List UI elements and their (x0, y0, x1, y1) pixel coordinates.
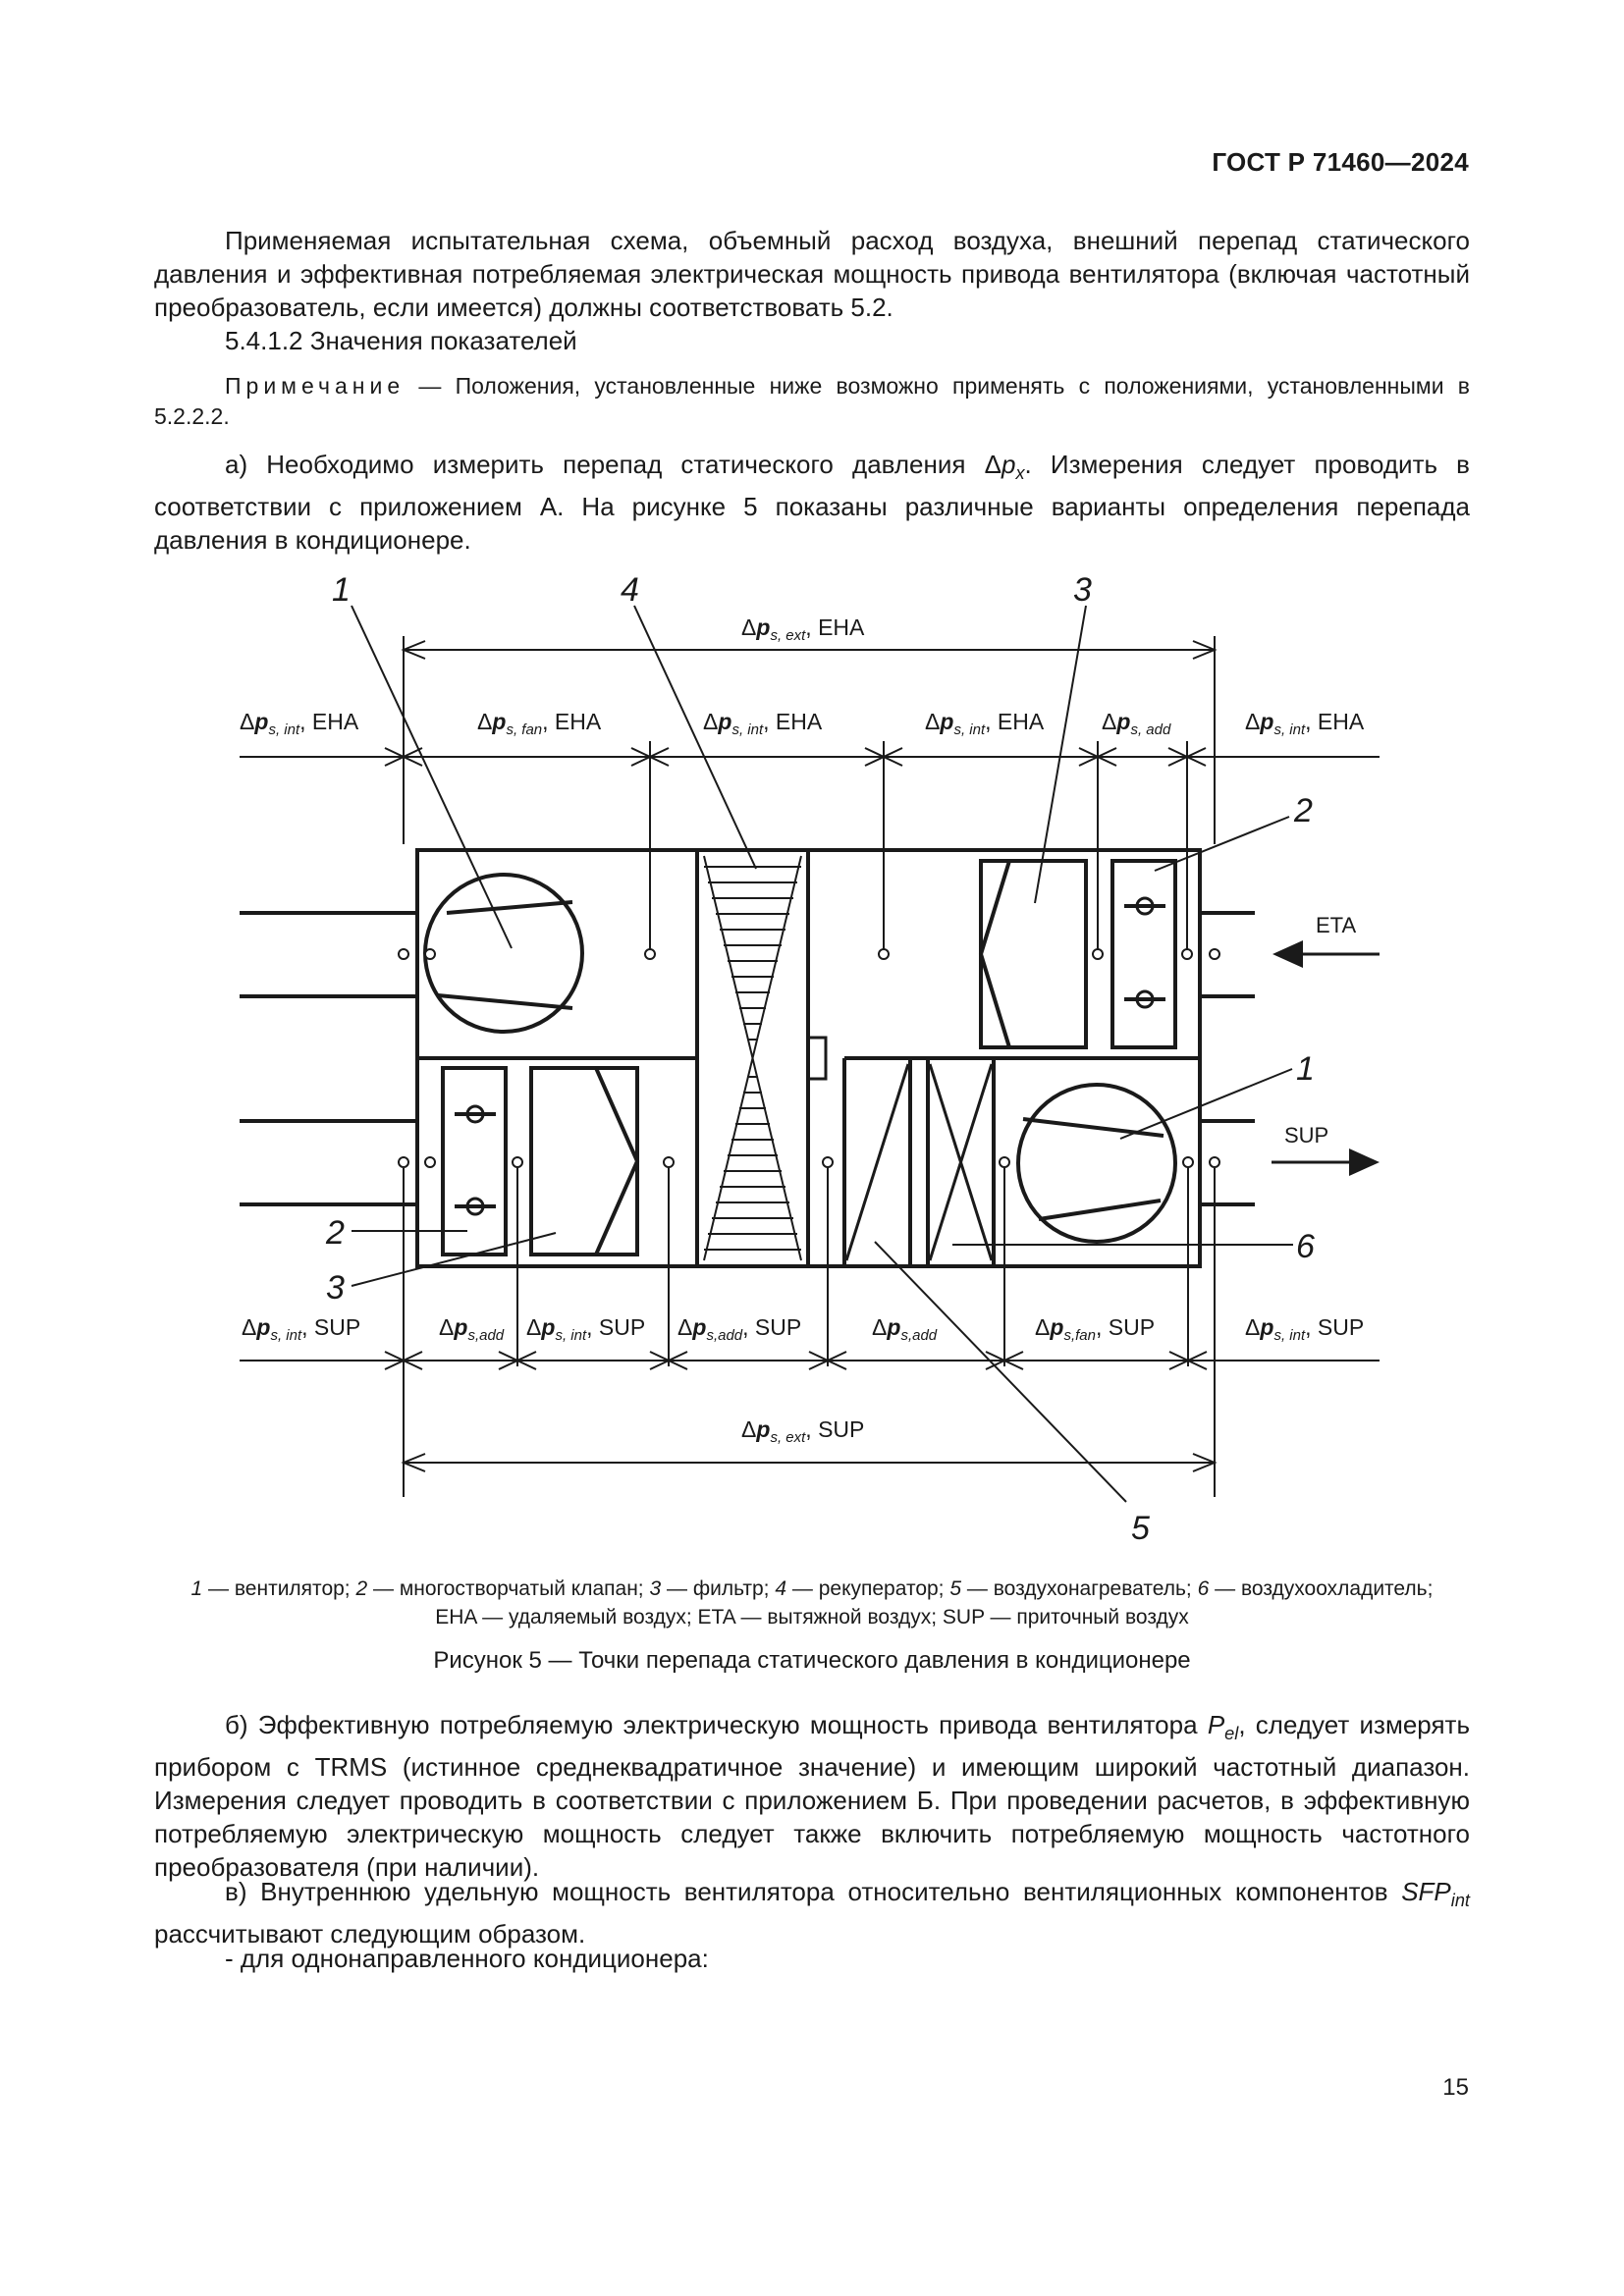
note-label: Примечание (225, 373, 406, 399)
var-P: P (1207, 1710, 1225, 1739)
var-SFP: SFP (1401, 1877, 1451, 1906)
legend-text-2: — многостворчатый клапан; (367, 1577, 650, 1600)
leader-lines (352, 606, 1293, 1502)
callout-1-right: 1 (1296, 1050, 1315, 1088)
paragraph-b-rest: , следует измерять прибором с TRMS (истинное среднеквадратичное значение) и имеющим широкий частотный диапазон. Измерения следует проводить в соответствии с приложением Б. При проведении расчетов, в эффективную потребляемую электрическую мощность следует также включить потребляемую мощность частотного преобразователя (при наличии). (154, 1710, 1470, 1883)
air-cooler (928, 1058, 994, 1266)
page-number: 15 (1442, 2074, 1469, 2101)
supply-fan (1018, 1085, 1175, 1242)
paragraph-v-text: в) Внутреннюю удельную мощность вентилятора относительно вентиляционных компонентов (225, 1877, 1402, 1906)
legend-num-6: 6 (1197, 1577, 1210, 1600)
note-text: — Положения, установленные ниже возможно применять с положениями, установленными в 5.2.2.2. (154, 373, 1470, 429)
label-dps-int-eha-hr: $\Delta p_{s, int}$, EHA (703, 709, 823, 738)
air-handling-unit (417, 850, 1200, 1266)
legend-text-4: — рекуператор; (786, 1577, 950, 1600)
var-el: el (1224, 1724, 1239, 1744)
label-sup: SUP (1284, 1123, 1329, 1148)
filter-sup (531, 1068, 637, 1255)
eta-arrow (1272, 940, 1380, 968)
label-dps-fan-eha: $\Delta p_{s, fan}$, EHA (477, 709, 602, 738)
document-id: ГОСТ Р 71460—2024 (1212, 147, 1469, 177)
paragraph-v (154, 1875, 1470, 1950)
filter-eha (981, 861, 1086, 1047)
label-dps-int-eha-left: $\Delta p_{s, int}$, EHA (240, 709, 359, 738)
legend-line-1 (154, 1575, 1470, 1603)
exhaust-fan (425, 875, 582, 1032)
label-dps-add-sup-coils: $\Delta p_{s,add}$ (872, 1314, 938, 1344)
label-dps-int-eha-filter: $\Delta p_{s, int}$, EHA (925, 709, 1045, 738)
label-dps-ext-sup: $\Delta p_{s, ext}$, SUP (741, 1416, 865, 1446)
legend-text-5: — воздухонагреватель; (961, 1577, 1198, 1600)
label-dps-int-sup-right: $\Delta p_{s, int}$, SUP (1245, 1314, 1365, 1344)
note (154, 371, 1470, 432)
heat-recovery-unit (704, 856, 801, 1260)
callout-6: 6 (1296, 1228, 1315, 1265)
callout-4: 4 (621, 571, 639, 609)
figure-legend (154, 1575, 1470, 1631)
label-dps-int-sup-filter: $\Delta p_{s, int}$, SUP (526, 1314, 646, 1344)
legend-num-1: 1 (190, 1577, 203, 1600)
legend-num-5: 5 (949, 1577, 962, 1600)
section-heading: 5.4.1.2 Значения показателей (225, 326, 577, 355)
legend-text-1: — вентилятор; (202, 1577, 356, 1600)
legend-num-3: 3 (649, 1577, 662, 1600)
label-dps-fan-sup: $\Delta p_{s,fan}$, SUP (1035, 1314, 1156, 1344)
label-dps-ext-eha: $\Delta p_{s, ext}$, EHA (741, 614, 865, 644)
callout-1-top: 1 (332, 571, 351, 609)
sup-arrow (1272, 1148, 1380, 1176)
var-x: x (1015, 463, 1025, 484)
label-dps-add-sup-damper: $\Delta p_{s,add}$ (439, 1314, 505, 1344)
paragraph-v-rest: рассчитывают следующим образом. (154, 1919, 586, 1949)
paragraph-test-scheme: Применяемая испытательная схема, объемный расход воздуха, внешний перепад статического давления и эффективная потребляемая электрическая мощность привода вентилятора (включая частотный преобразователь, если имеется) должны соответствовать 5.2. (154, 226, 1470, 322)
damper-eta (1112, 861, 1175, 1047)
paragraph-b (154, 1708, 1470, 1884)
callout-3-left: 3 (326, 1269, 345, 1307)
legend-num-4: 4 (775, 1577, 787, 1600)
damper-oda (443, 1068, 506, 1255)
paragraph-a-rest: . Измерения следует проводить в соответствии с приложением А. На рисунке 5 показаны различные варианты определения перепада давления в кондиционере. (154, 450, 1470, 556)
callout-3-top: 3 (1073, 571, 1092, 609)
legend-line-2: EHA — удаляемый воздух; ETA — вытяжной воздух; SUP — приточный воздух (435, 1606, 1189, 1629)
var-p: p (1001, 450, 1016, 479)
callout-2-left: 2 (326, 1214, 345, 1252)
legend-text-6: — воздухоохладитель; (1209, 1577, 1434, 1600)
legend-num-2: 2 (355, 1577, 368, 1600)
figure-caption: Рисунок 5 — Точки перепада статического давления в кондиционере (433, 1647, 1191, 1674)
callout-2-right: 2 (1294, 792, 1313, 829)
figure-5 (0, 550, 1624, 1580)
label-dps-int-eha-right: $\Delta p_{s, int}$, EHA (1245, 709, 1365, 738)
legend-text-3: — фильтр; (661, 1577, 776, 1600)
paragraph-a-text: а) Необходимо измерить перепад статического давления Δ (225, 450, 1001, 479)
paragraph-b-text: б) Эффективную потребляемую электрическую мощность привода вентилятора (225, 1710, 1208, 1739)
list-item-unidirectional: - для однонаправленного кондиционера: (225, 1944, 709, 1973)
air-heater (844, 1058, 910, 1266)
callout-5: 5 (1131, 1510, 1150, 1547)
var-int: int (1450, 1891, 1470, 1911)
label-dps-int-sup-left: $\Delta p_{s, int}$, SUP (242, 1314, 361, 1344)
label-eta: ETA (1316, 913, 1357, 937)
label-dps-add-sup-hr: $\Delta p_{s,add}$, SUP (677, 1314, 802, 1344)
paragraph-a (154, 448, 1470, 557)
label-dps-add-eha: $\Delta p_{s, add}$ (1102, 709, 1171, 738)
